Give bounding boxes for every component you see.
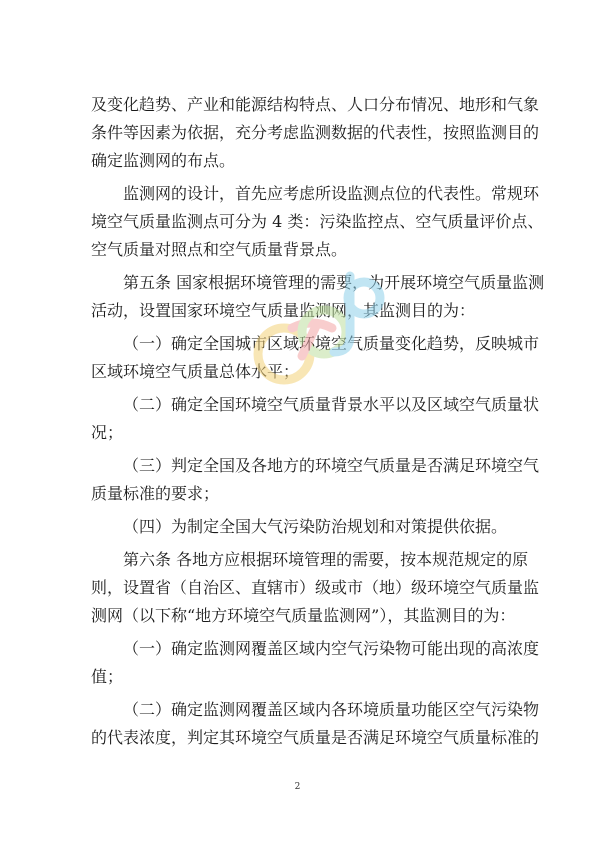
text-line: （一）确定监测网覆盖区域内空气污染物可能出现的高浓度 xyxy=(123,639,540,658)
text-line: 空气质量对照点和空气质量背景点。 xyxy=(91,240,348,259)
text-line: 则，设置省（自治区、直辖市）级或市（地）级环境空气质量监 xyxy=(91,578,540,597)
text-line: 况； xyxy=(91,423,124,442)
text-line: 测网（以下称“地方环境空气质量监测网”），其监测目的为： xyxy=(91,606,516,625)
text-line: 监测网的设计，首先应考虑所设监测点位的代表性。常规环 xyxy=(123,184,540,203)
text-line: （四）为制定全国大气污染防治规划和对策提供依据。 xyxy=(123,517,508,536)
text-line: （二）确定全国环境空气质量背景水平以及区域空气质量状 xyxy=(123,395,540,414)
text-line: （三）判定全国及各地方的环境空气质量是否满足环境空气 xyxy=(123,456,540,475)
text-line: 第五条 国家根据环境管理的需要，为开展环境空气质量监测 xyxy=(123,273,545,292)
text-line: 境空气质量监测点可分为 4 类：污染监控点、空气质量评价点、 xyxy=(91,212,544,231)
text-line: 区域环境空气质量总体水平； xyxy=(91,362,300,381)
text-line: （一）确定全国城市区域环境空气质量变化趋势，反映城市 xyxy=(123,334,540,353)
text-line: 第六条 各地方应根据环境管理的需要，按本规范规定的原 xyxy=(123,550,529,569)
text-line: 条件等因素为依据，充分考虑监测数据的代表性，按照监测目的 xyxy=(91,123,540,142)
text-line: 及变化趋势、产业和能源结构特点、人口分布情况、地形和气象 xyxy=(91,95,540,114)
text-line: 确定监测网的布点。 xyxy=(91,151,236,170)
text-line: 的代表浓度，判定其环境空气质量是否满足环境空气质量标准的 xyxy=(91,728,540,747)
text-line: 质量标准的要求； xyxy=(91,484,220,503)
text-line: 值； xyxy=(91,667,124,686)
text-line: 活动，设置国家环境空气质量监测网，其监测目的为： xyxy=(91,301,476,320)
page-number: 2 xyxy=(294,782,301,792)
text-line: （二）确定监测网覆盖区域内各环境质量功能区空气污染物 xyxy=(123,700,540,719)
